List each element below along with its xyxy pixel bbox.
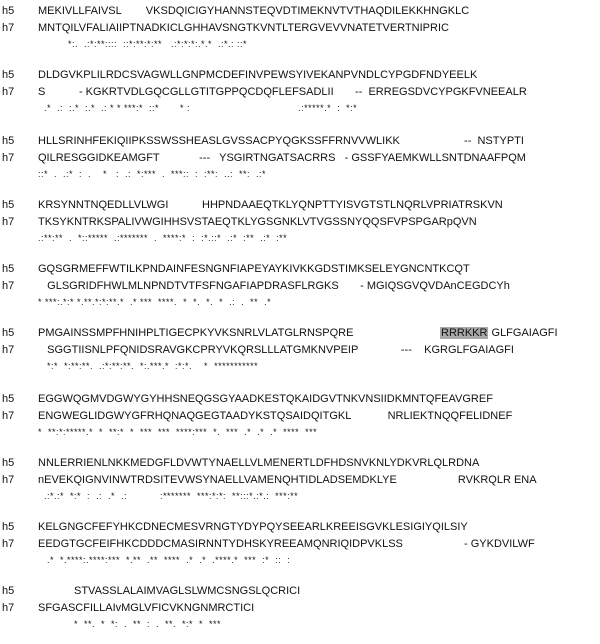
h5-label: h5 bbox=[2, 457, 15, 469]
h5-sequence: PMGAINSSMPFHNIHPLTIGECPKYVKSNRLVLATGLRNSPQRE bbox=[38, 327, 354, 339]
h5-sequence: KRSYNNTNQEDLLVLWGI HHPNDAAEQTKLYQNPTTYISVGTSTLNQRLVPRIATRSKVN bbox=[38, 199, 503, 211]
h7-sequence: MNTQILVFALIAIIPTNADKICLGHHAVSNGTKVNTLTERGVEVVNATETVERTNIPRIC bbox=[38, 22, 449, 34]
h5-sequence: STVASSLALAIMVAGLSLWMCSNGSLQCRICI bbox=[74, 585, 301, 597]
h7-sequence: QILRESGGIDKEAMGFT --- YSGIRTNGATSACRRS - GSSFYAEMKWLLSNTDNAAFPQM bbox=[38, 152, 526, 164]
h5-sequence: DLDGVKPLILRDCSVAGWLLGNPMCDEFINVPEWSYIVEKANPVNDLCYPGDFNDYEELK bbox=[38, 69, 478, 81]
h7-sequence: EEDGTGCFEIFHKCDDDCMASIRNNTYDHSKYREEAMQNRIQIDPVKLSS - GYKDVILWF bbox=[38, 538, 535, 550]
h5-sequence: GQSGRMEFFWTILKPNDAINFESNGNFIAPEYAYKIVKKGDSTIMKSELEYGNCNTKCQT bbox=[38, 263, 470, 275]
h5-sequence: HLLSRINHFEKIQIIPKSSWSSHEASLGVSSACPYQGKSSFFRNVVWLIKK -- NSTYPTI bbox=[38, 135, 524, 147]
h7-label: h7 bbox=[2, 538, 15, 550]
h7-label: h7 bbox=[2, 22, 15, 34]
h5-label: h5 bbox=[2, 263, 15, 275]
h7-label: h7 bbox=[2, 602, 15, 614]
h5-sequence: EGGWQGMVDGWYGYHHSNEQGSGYAADKESTQKAIDGVTNKVNSIIDKMNTQFEAVGREF bbox=[38, 393, 493, 405]
h7-sequence: S - KGKRTVDLGQCGLLGTITGPPQCDQFLEFSADLII -- ERREGSDVCYPGKFVNEEALR bbox=[38, 86, 527, 98]
h7-label: h7 bbox=[2, 280, 15, 292]
h7-label: h7 bbox=[2, 474, 15, 486]
h7-sequence: TKSYKNTRKSPALIVWGIHHSVSTAEQTKLYGSGNKLVTVGSSNYQQSFVPSPGARpQVN bbox=[38, 216, 477, 228]
h5-label: h5 bbox=[2, 327, 15, 339]
h5-sequence: KELGNGCFEFYHKCDNECMESVRNGTYDYPQYSEEARLKREEISGVKLESIGIYQILSIY bbox=[38, 521, 468, 533]
cleavage-site-highlight: RRRKKR GLFGAIAGFI bbox=[441, 327, 558, 339]
h5-label: h5 bbox=[2, 393, 15, 405]
h7-sequence: SGGTIISNLPFQNIDSRAVGKCPRYVKQRSLLLATGMKNVPEIP --- KGRGLFGAIAGFI bbox=[38, 344, 514, 356]
h5-label: h5 bbox=[2, 5, 15, 17]
h7-label: h7 bbox=[2, 216, 15, 228]
h7-label: h7 bbox=[2, 86, 15, 98]
h7-label: h7 bbox=[2, 152, 15, 164]
h7-sequence: nEVEKQIGNVINWTRDSITEVWSYNAELLVAMENQHTIDLADSEMDKLYE RVKRQLR ENA bbox=[38, 474, 537, 486]
h7-sequence: GLSGRIDFHWLMLNPNDTVTFSFNGAFIAPDRASFLRGKS - MGIQSGVQVDAnCEGDCYh bbox=[38, 280, 510, 292]
h5-sequence: MEKIVLLFAIVSL VKSDQICIGYHANNSTEQVDTIMEKNVTVTHAQDILEKKHNGKLC bbox=[38, 5, 470, 17]
h5-label: h5 bbox=[2, 521, 15, 533]
h5-label: h5 bbox=[2, 135, 15, 147]
h5-label: h5 bbox=[2, 69, 15, 81]
h5-sequence: NNLERRIENLNKKMEDGFLDVWTYNAELLVLMENERTLDFHDSNVKNLYDKVRLQLRDNA bbox=[38, 457, 480, 469]
h5-label: h5 bbox=[2, 199, 15, 211]
h7-label: h7 bbox=[2, 344, 15, 356]
h7-label: h7 bbox=[2, 410, 15, 422]
h7-sequence: SFGASCFILLAIvMGLVFICVKNGNMRCTICI bbox=[38, 602, 255, 614]
h7-sequence: ENGWEGLIDGWYGFRHQNAQGEGTAADYKSTQSAIDQITGKL NRLIEKTNQQFELIDNEF bbox=[38, 410, 513, 422]
h5-label: h5 bbox=[2, 585, 15, 597]
